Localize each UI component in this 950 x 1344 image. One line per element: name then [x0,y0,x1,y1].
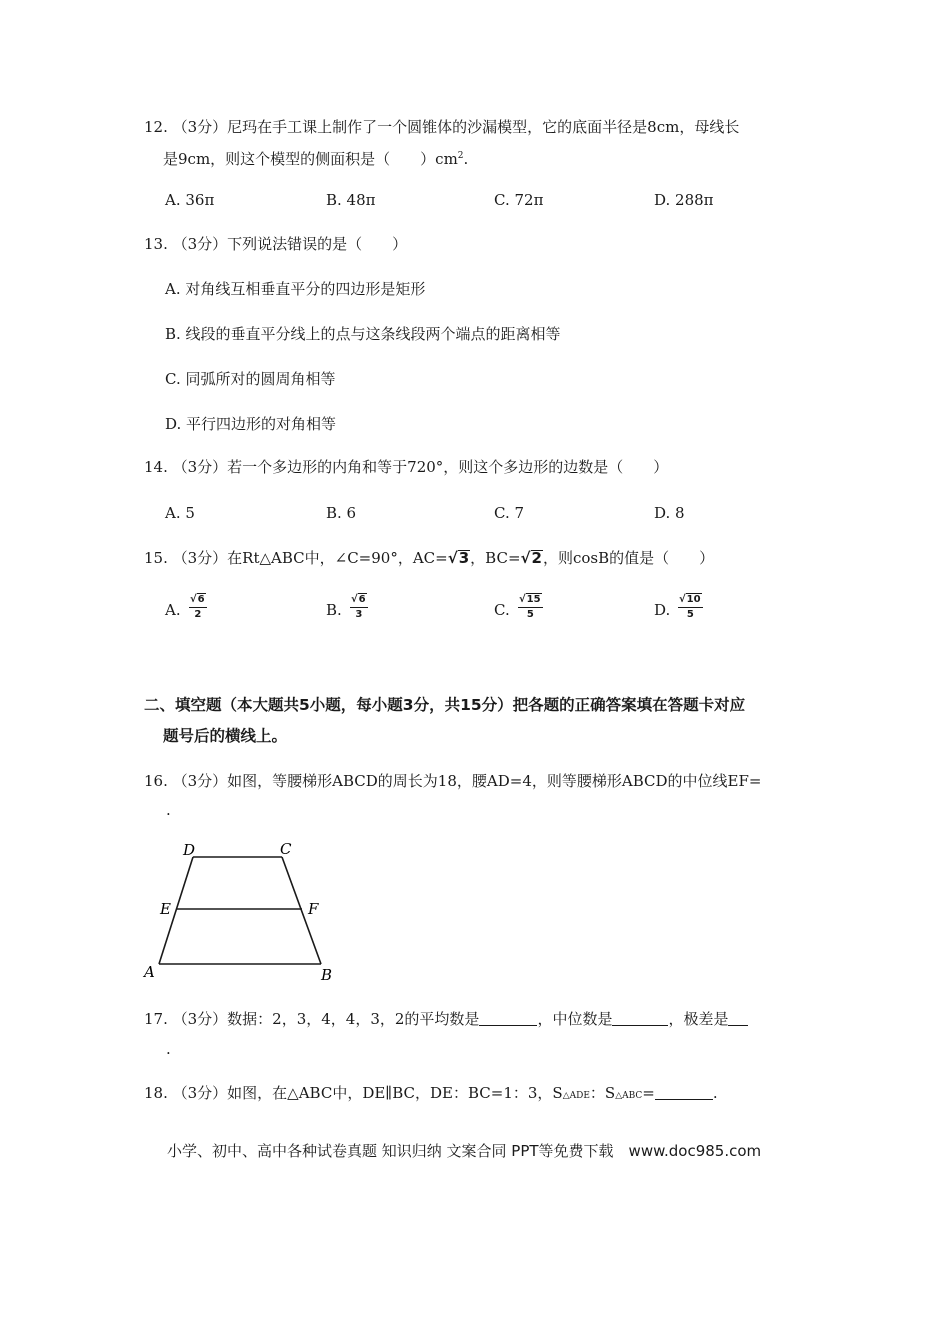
q18-stem-end: . [712,1084,718,1102]
q15-stem-pre: 15. （3分）在Rt△ABC中，∠C=90°，AC= [144,549,448,567]
trapezoid-figure [140,835,350,985]
q18-answer-blank[interactable] [655,1099,713,1100]
q13-option-a: A. 对角线互相垂直平分的四边形是矩形 [165,280,426,298]
q17-stem-part1: 17. （3分）数据：2，3，4，4，3，2的平均数是 [144,1010,480,1028]
q17-range-blank[interactable] [728,1025,748,1026]
q14-stem: 14. （3分）若一个多边形的内角和等于720°，则这个多边形的边数是（ ） [144,458,669,476]
q15-option-c-denominator: 5 [526,609,534,620]
q15-option-b-fraction [350,593,368,620]
label-f: F [308,900,319,918]
q15-stem-post: ，则cosB的值是（ ） [542,549,715,567]
q15-ac-radicand: 3 [458,549,470,567]
q12-stem-period: . [463,150,469,168]
q15-option-a-numerator: √6 [189,593,207,608]
q15-option-a-letter: A. [165,601,181,619]
q15-stem-mid: ，BC= [470,549,521,567]
q15-option-a-radicand: 6 [197,594,205,605]
q13-option-b: B. 线段的垂直平分线上的点与这条线段两个端点的距离相等 [165,325,561,343]
q15-option-d-numerator: √10 [678,593,703,608]
q15-option-c-radicand: 15 [526,594,541,605]
section2-heading-line1: 二、填空题（本大题共5小题，每小题3分，共15分）把各题的正确答案填在答题卡对应 [144,696,746,714]
q17-mean-blank[interactable] [479,1025,537,1026]
q18-subscript-abc: △ABC [615,1091,643,1101]
q13-option-c: C. 同弧所对的圆周角相等 [165,370,336,388]
label-c: C [280,840,292,858]
q17-stem [144,1009,748,1029]
q12-stem-text: 是9cm，则这个模型的侧面积是（ ）cm [163,150,458,168]
q15-option-a-fraction [189,593,207,620]
q15-option-c-letter: C. [494,601,510,619]
q12-option-b: B. 48π [326,191,376,209]
footer-banner: 小学、初中、高中各种试卷真题 知识归纳 文案合同 PPT等免费下载 www.doc985.com [167,1142,762,1160]
q15-option-b-denominator: 3 [355,609,363,620]
q15-option-c-fraction [518,593,543,620]
q16-stem-line1: 16. （3分）如图，等腰梯形ABCD的周长为18，腰AD=4，则等腰梯形ABCD的中位线EF= [144,772,762,790]
q17-stem-part2: ，中位数是 [537,1010,613,1028]
q15-option-a-denominator: 2 [194,609,202,620]
q15-option-d-letter: D. [654,601,671,619]
q13-stem: 13. （3分）下列说法错误的是（ ） [144,235,408,253]
q15-option-b-radicand: 6 [358,594,366,605]
q14-option-d: D. 8 [654,504,685,522]
q15-option-b-numerator: √6 [350,593,368,608]
q15-option-d-fraction [678,593,703,620]
q17-stem-line2: . [166,1040,171,1058]
q12-unit-exponent: 2 [457,151,464,161]
q12-stem-line2 [163,146,468,169]
label-e: E [160,900,171,918]
q15-option-c-numerator: √15 [518,593,543,608]
label-b: B [321,966,333,984]
q12-option-c: C. 72π [494,191,544,209]
q18-stem-part2: ：S [589,1084,616,1102]
q17-stem-part3: ，极差是 [668,1010,729,1028]
q14-option-b: B. 6 [326,504,357,522]
q16-stem-line2: . [166,801,171,819]
q12-option-d: D. 288π [654,191,714,209]
q18-stem-part1: 18. （3分）如图，在△ABC中，DE∥BC，DE：BC=1：3，S [144,1084,563,1102]
q13-option-d: D. 平行四边形的对角相等 [165,415,337,433]
q15-option-d-radicand: 10 [686,594,701,605]
q15-bc-sqrt: √2 [520,549,542,567]
q15-option-b-letter: B. [326,601,342,619]
q15-stem [144,548,714,568]
q12-option-a: A. 36π [165,191,215,209]
label-a: A [144,963,155,981]
q14-option-c: C. 7 [494,504,525,522]
label-d: D [183,841,196,859]
q17-median-blank[interactable] [612,1025,668,1026]
q18-stem-part3: = [642,1084,655,1102]
q12-stem-line1: 12. （3分）尼玛在手工课上制作了一个圆锥体的沙漏模型，它的底面半径是8cm，母线长 [144,118,740,136]
q18-stem [144,1083,718,1106]
q14-option-a: A. 5 [165,504,195,522]
q15-bc-radicand: 2 [531,549,542,567]
q15-ac-sqrt: √3 [447,549,470,567]
q18-subscript-ade: △ADE [562,1091,590,1101]
section2-heading-line2: 题号后的横线上。 [163,727,288,745]
q15-option-d-denominator: 5 [686,609,694,620]
